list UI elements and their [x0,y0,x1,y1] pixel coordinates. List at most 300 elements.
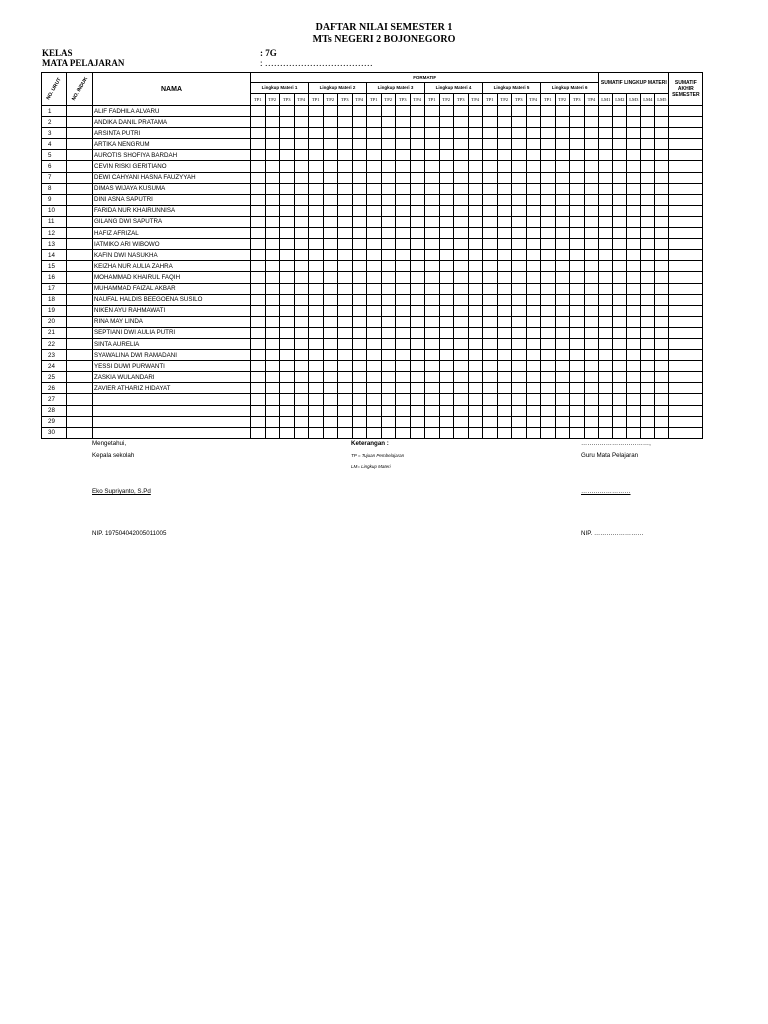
score-cell [439,294,454,305]
score-cell [439,261,454,272]
score-cell [338,117,353,128]
score-cell [323,250,338,261]
induk-cell [67,361,93,372]
row-number: 14 [42,250,67,261]
score-cell [512,261,527,272]
score-cell [512,128,527,139]
score-cell [294,427,309,438]
score-cell [338,139,353,150]
score-cell [396,427,411,438]
score-cell [338,416,353,427]
score-cell [497,350,512,361]
score-cell [599,416,613,427]
score-cell [396,416,411,427]
score-cell [439,183,454,194]
score-cell [367,416,382,427]
header-tp: TP2 [265,93,280,105]
score-cell [555,239,570,250]
score-cell [251,117,266,128]
score-cell [439,150,454,161]
score-cell [512,194,527,205]
score-cell [599,183,613,194]
score-cell [526,117,541,128]
score-cell [655,205,669,216]
score-cell [425,172,440,183]
score-cell [555,117,570,128]
score-cell [338,194,353,205]
score-cell [669,150,703,161]
score-cell [367,172,382,183]
score-cell [410,416,425,427]
score-cell [541,405,556,416]
score-cell [294,327,309,338]
score-cell [367,239,382,250]
score-cell [381,205,396,216]
score-cell [425,150,440,161]
score-cell [627,128,641,139]
score-cell [367,394,382,405]
score-cell [526,350,541,361]
score-cell [669,316,703,327]
score-cell [294,106,309,117]
score-cell [483,394,498,405]
induk-cell [67,139,93,150]
kepala-name: Eko Supriyanto, S.Pd [92,488,151,495]
score-cell [425,305,440,316]
score-cell [627,294,641,305]
score-cell [309,416,324,427]
score-cell [497,128,512,139]
score-cell [265,150,280,161]
header-tp: TP4 [410,93,425,105]
score-cell [454,394,469,405]
score-cell [454,128,469,139]
score-cell [483,205,498,216]
induk-cell [67,283,93,294]
score-cell [425,327,440,338]
score-cell [251,427,266,438]
score-cell [338,338,353,349]
score-cell [251,316,266,327]
score-cell [613,361,627,372]
score-cell [468,183,483,194]
score-cell [265,205,280,216]
score-cell [323,106,338,117]
score-cell [641,194,655,205]
score-cell [454,294,469,305]
score-cell [483,161,498,172]
score-cell [280,372,295,383]
score-cell [309,427,324,438]
score-cell [309,139,324,150]
score-cell [410,405,425,416]
score-cell [483,139,498,150]
score-cell [613,427,627,438]
score-cell [265,350,280,361]
score-cell [599,272,613,283]
score-cell [367,161,382,172]
row-number: 10 [42,205,67,216]
score-cell [655,228,669,239]
score-cell [497,394,512,405]
score-cell [454,283,469,294]
student-row [42,372,703,383]
score-cell [541,338,556,349]
score-cell [655,294,669,305]
score-cell [599,128,613,139]
score-cell [512,228,527,239]
header-tp: TP3 [512,93,527,105]
score-cell [641,172,655,183]
header-sumatif-akhir: SUMATIF AKHIR SEMESTER [669,73,703,106]
score-cell [655,350,669,361]
header-tp: TP1 [425,93,440,105]
score-cell [381,183,396,194]
score-cell [309,128,324,139]
score-cell [367,327,382,338]
score-cell [541,250,556,261]
score-cell [251,338,266,349]
student-name: ZAVIER ATHARIZ HIDAYAT [93,383,251,394]
document-title: DAFTAR NILAI SEMESTER 1 [315,22,453,33]
score-cell [265,161,280,172]
score-cell [323,383,338,394]
score-cell [627,383,641,394]
score-cell [541,183,556,194]
score-cell [352,294,367,305]
row-number: 17 [42,283,67,294]
score-cell [641,327,655,338]
score-cell [541,228,556,239]
score-cell [251,216,266,227]
score-cell [439,416,454,427]
score-cell [352,117,367,128]
score-cell [512,172,527,183]
score-cell [541,194,556,205]
score-cell [483,361,498,372]
score-cell [570,161,585,172]
score-cell [352,239,367,250]
score-cell [669,427,703,438]
score-cell [669,305,703,316]
score-cell [512,250,527,261]
header-tp: TP3 [396,93,411,105]
score-cell [280,106,295,117]
score-cell [669,372,703,383]
score-cell [641,128,655,139]
score-cell [338,161,353,172]
score-cell [627,228,641,239]
score-cell [613,261,627,272]
score-cell [454,150,469,161]
score-cell [309,183,324,194]
score-cell [570,239,585,250]
score-cell [338,305,353,316]
score-cell [655,338,669,349]
score-cell [454,106,469,117]
keterangan-label: Keterangan : [351,440,389,447]
induk-cell [67,350,93,361]
score-cell [454,194,469,205]
score-cell [584,416,599,427]
score-cell [599,117,613,128]
score-cell [599,150,613,161]
score-cell [483,338,498,349]
score-cell [627,305,641,316]
row-number: 7 [42,172,67,183]
keterangan-lm: LM= Lingkup Materi [351,464,391,469]
score-cell [570,106,585,117]
score-cell [381,372,396,383]
school-name: MTs NEGERI 2 BOJONEGORO [312,34,456,45]
student-row [42,228,703,239]
score-cell [294,416,309,427]
score-cell [669,117,703,128]
score-cell [641,150,655,161]
score-cell [669,194,703,205]
header-lm: LM1 [599,93,613,105]
score-cell [425,383,440,394]
score-cell [526,294,541,305]
score-cell [280,283,295,294]
score-cell [584,250,599,261]
row-number: 26 [42,383,67,394]
score-cell [309,205,324,216]
score-cell [425,394,440,405]
score-cell [613,228,627,239]
score-cell [280,405,295,416]
score-cell [280,272,295,283]
score-cell [599,228,613,239]
score-cell [439,216,454,227]
score-cell [396,405,411,416]
score-cell [251,106,266,117]
score-cell [396,239,411,250]
score-cell [454,327,469,338]
student-row [42,316,703,327]
score-cell [627,350,641,361]
score-cell [641,117,655,128]
score-cell [483,194,498,205]
score-cell [367,338,382,349]
score-cell [323,117,338,128]
score-cell [497,228,512,239]
score-cell [497,161,512,172]
student-name: KEIZHA NUR AULIA ZAHRA [93,261,251,272]
score-cell [454,383,469,394]
score-cell [425,272,440,283]
score-cell [251,350,266,361]
score-cell [526,128,541,139]
score-cell [323,283,338,294]
score-cell [526,172,541,183]
score-cell [584,338,599,349]
score-cell [439,139,454,150]
score-cell [627,372,641,383]
score-cell [280,250,295,261]
score-cell [425,372,440,383]
score-cell [555,216,570,227]
score-cell [570,117,585,128]
score-cell [454,272,469,283]
student-name: RINA MAY LINDA [93,316,251,327]
score-cell [381,350,396,361]
score-cell [294,250,309,261]
score-cell [309,361,324,372]
score-cell [454,305,469,316]
score-cell [323,216,338,227]
score-cell [570,405,585,416]
score-cell [512,327,527,338]
score-cell [555,327,570,338]
score-cell [410,228,425,239]
score-cell [599,316,613,327]
student-row [42,106,703,117]
score-cell [425,228,440,239]
student-name: DINI ASNA SAPUTRI [93,194,251,205]
induk-cell [67,405,93,416]
student-row [42,239,703,250]
score-cell [338,261,353,272]
induk-cell [67,250,93,261]
score-cell [454,161,469,172]
score-cell [627,172,641,183]
score-cell [251,416,266,427]
score-cell [541,350,556,361]
score-cell [613,372,627,383]
score-cell [265,316,280,327]
score-cell [352,106,367,117]
score-cell [497,427,512,438]
student-row [42,416,703,427]
score-cell [439,372,454,383]
score-cell [497,383,512,394]
score-cell [265,139,280,150]
induk-cell [67,338,93,349]
score-cell [439,427,454,438]
score-cell [396,216,411,227]
score-cell [526,139,541,150]
score-cell [669,416,703,427]
score-cell [425,350,440,361]
score-cell [410,305,425,316]
score-cell [570,383,585,394]
score-cell [599,261,613,272]
induk-cell [67,183,93,194]
score-cell [599,405,613,416]
score-cell [294,272,309,283]
score-cell [323,139,338,150]
score-cell [599,394,613,405]
score-cell [669,261,703,272]
header-lingkup-materi: Lingkup Materi 5 [483,83,541,93]
student-row [42,250,703,261]
score-cell [265,194,280,205]
score-cell [655,361,669,372]
score-cell [669,228,703,239]
score-cell [396,228,411,239]
induk-cell [67,128,93,139]
score-cell [381,106,396,117]
score-cell [599,239,613,250]
score-cell [483,372,498,383]
student-name: MOHAMMAD KHAIRUL FAQIH [93,272,251,283]
score-cell [367,216,382,227]
score-cell [655,405,669,416]
score-cell [541,117,556,128]
score-cell [410,394,425,405]
score-cell [613,139,627,150]
score-cell [367,383,382,394]
score-cell [641,372,655,383]
score-cell [309,327,324,338]
score-cell [294,172,309,183]
score-cell [641,394,655,405]
score-cell [425,161,440,172]
score-cell [584,161,599,172]
score-cell [468,128,483,139]
score-cell [526,316,541,327]
score-cell [381,239,396,250]
score-cell [280,305,295,316]
score-cell [641,216,655,227]
score-cell [367,305,382,316]
score-cell [309,405,324,416]
score-cell [323,327,338,338]
score-cell [483,216,498,227]
score-cell [627,183,641,194]
score-cell [599,305,613,316]
score-cell [280,361,295,372]
score-cell [570,338,585,349]
score-cell [655,250,669,261]
score-cell [425,338,440,349]
score-cell [541,106,556,117]
score-cell [410,350,425,361]
score-cell [454,372,469,383]
score-cell [410,205,425,216]
score-cell [613,305,627,316]
score-cell [541,427,556,438]
score-cell [570,216,585,227]
student-row [42,261,703,272]
score-cell [555,272,570,283]
score-cell [439,106,454,117]
score-cell [613,350,627,361]
score-cell [468,361,483,372]
score-cell [497,316,512,327]
score-cell [512,205,527,216]
score-cell [655,183,669,194]
header-tp: TP2 [439,93,454,105]
score-cell [309,394,324,405]
score-cell [294,194,309,205]
score-cell [512,239,527,250]
student-name: DEWI CAHYANI HASNA FAUZYYAH [93,172,251,183]
score-cell [352,194,367,205]
score-cell [381,338,396,349]
score-cell [425,205,440,216]
score-cell [396,383,411,394]
score-cell [294,383,309,394]
score-cell [309,216,324,227]
score-cell [497,194,512,205]
score-cell [280,239,295,250]
score-cell [251,305,266,316]
score-cell [410,316,425,327]
score-cell [584,283,599,294]
score-cell [309,117,324,128]
